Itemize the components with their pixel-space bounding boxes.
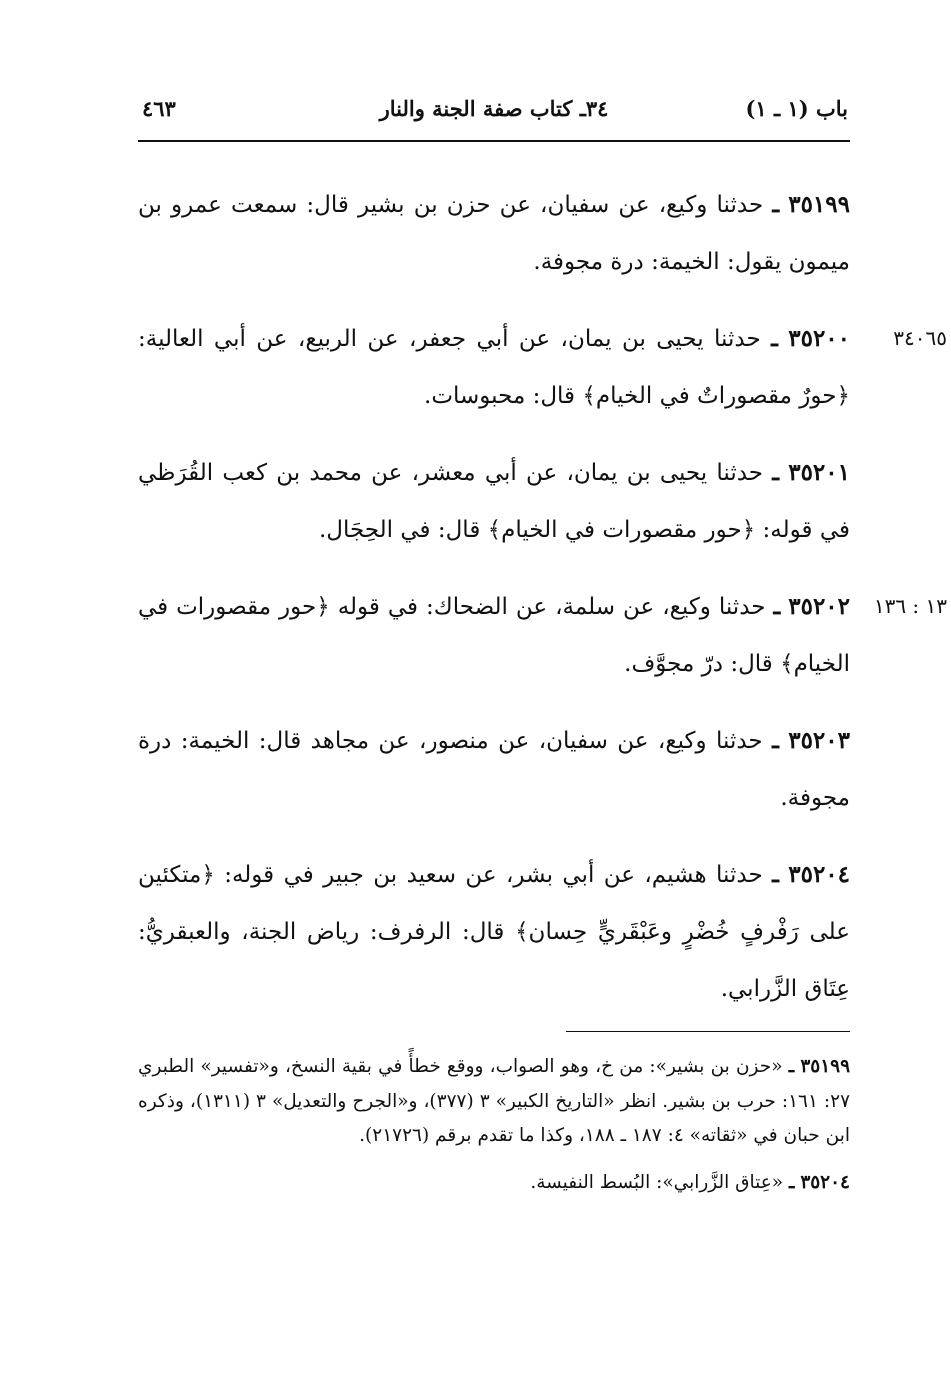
footnote-number: ٣٥٢٠٤: [800, 1171, 850, 1193]
footnote-text: «عِتاق الزَّرابي»: البُسط النفيسة.: [530, 1171, 784, 1193]
hadith-number: ٣٥٢٠٣: [788, 727, 850, 754]
hadith-text: حدثنا يحيى بن يمان، عن أبي جعفر، عن الربيع، عن أبي العالية: ﴿حورٌ مقصوراتٌ في الخيام﴾ قال: محبوسات.: [138, 326, 850, 409]
hadith-entry: [138, 310, 947, 425]
hadith-number: ٣٥٢٠٠: [788, 325, 851, 352]
hadith-separator: ـ: [772, 191, 780, 218]
footnotes: [138, 1050, 850, 1200]
hadith-separator: ـ: [771, 325, 778, 352]
footnote-text: «حزن بن بشير»: من خ، وهو الصواب، ووقع خطأً في بقية النسخ، و«تفسير» الطبري ٢٧: ١٦١: حرب بن بشير. انظر «التاريخ الكبير» ٣ (٣٧٧)، و«الجرح والتعديل» ٣ (١٣١١)، وذكره ابن حبان في «ثقاته» ٤: ١٨٧ ـ ١٨٨، وكذا ما تقدم برقم (٢١٧٢٦).: [138, 1056, 851, 1146]
hadith-entry: [138, 712, 850, 827]
hadith-separator: ـ: [772, 727, 779, 754]
hadith-separator: ـ: [772, 861, 779, 888]
hadith-list: [138, 176, 947, 1018]
hadith-number: ٣٥٢٠٢: [788, 593, 851, 620]
hadith-number: ٣٥١٩٩: [788, 191, 850, 218]
page-number: ٤٦٣: [142, 96, 176, 121]
hadith-text: حدثنا وكيع، عن سلمة، عن الضحاك: في قوله ﴿حور مقصورات في الخيام﴾ قال: درّ مجوَّف.: [138, 594, 850, 677]
footnote-separator: ـ: [789, 1171, 795, 1193]
hadith-text: حدثنا وكيع، عن سفيان، عن منصور، عن مجاهد قال: الخيمة: درة مجوفة.: [138, 728, 850, 811]
hadith-entry: [138, 846, 850, 1018]
footnote: [138, 1050, 850, 1154]
hadith-entry: [138, 444, 850, 559]
page-header: [138, 96, 850, 130]
chapter-label: باب (١ ـ ١): [745, 96, 848, 121]
footnote-rule: [566, 1031, 850, 1032]
footnote: [138, 1166, 850, 1201]
margin-cross-reference: ٣٤٠٦٥: [893, 326, 947, 350]
hadith-entry: [138, 578, 947, 693]
hadith-number: ٣٥٢٠٤: [788, 861, 851, 888]
hadith-text: حدثنا يحيى بن يمان، عن أبي معشر، عن محمد بن كعب القُرَظي في قوله: ﴿حور مقصورات في الخيام﴾ قال: في الحِجَال.: [138, 460, 850, 543]
footnote-number: ٣٥١٩٩: [800, 1056, 851, 1077]
hadith-entry: [138, 176, 850, 291]
hadith-text: حدثنا وكيع، عن سفيان، عن حزن بن بشير قال: سمعت عمرو بن ميمون يقول: الخيمة: درة مجوفة.: [138, 192, 850, 275]
hadith-separator: ـ: [773, 593, 781, 620]
header-rule: [138, 140, 850, 142]
hadith-separator: ـ: [772, 459, 779, 486]
footnote-separator: ـ: [788, 1056, 795, 1077]
margin-cross-reference: ١٣ : ١٣٦: [873, 594, 947, 618]
hadith-number: ٣٥٢٠١: [788, 459, 850, 486]
book-title: ٣٤ـ كتاب صفة الجنة والنار: [379, 96, 609, 121]
hadith-text: حدثنا هشيم، عن أبي بشر، عن سعيد بن جبير في قوله: ﴿متكئين على رَفْرفٍ خُضْرٍ وعَبْقَريٍّ حِسان﴾ قال: الرفرف: رياض الجنة، والعبقريُّ: عِتَاق الزَّرابي.: [138, 862, 850, 1002]
